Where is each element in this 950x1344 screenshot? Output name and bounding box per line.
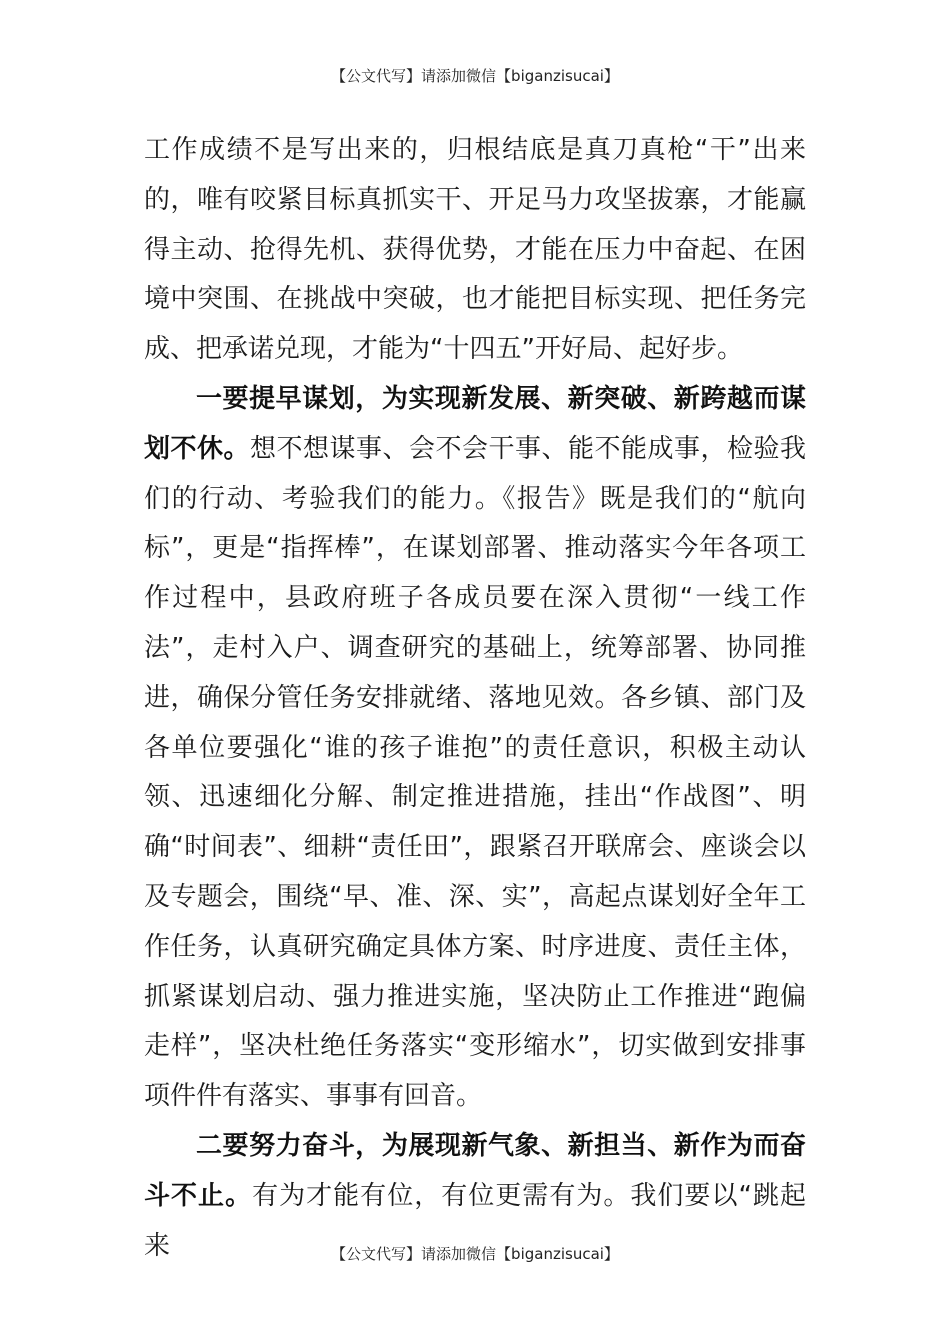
paragraph-intro-text: 工作成绩不是写出来的，归根结底是真刀真枪“干”出来的，唯有咬紧目标真抓实干、开足马力攻坚拔寨，才能赢得主动、抢得先机、获得优势，才能在压力中奋起、在困境中突围、在挑战中突破，也才能把目标实现、把任务完成、把承诺兑现，才能为“十四五”开好局、起好步。 — [144, 135, 806, 365]
paragraph-point-two-heading: 二要努力奋斗，为展现新气象、新担当、新作为而奋斗不止。 — [144, 1130, 806, 1211]
paragraph-point-one-text: 想不想谋事、会不会干事、能不能成事，检验我们的行动、考验我们的能力。《报告》既是我们的“航向标”，更是“指挥棒”，在谋划部署、推动落实今年各项工作过程中，县政府班子各成员要在深入贯彻“一线工作法”，走村入户、调查研究的基础上，统筹部署、协同推进，确保分管任务安排就绪、落地见效。各乡镇、部门及各单位要强化“谁的孩子谁抱”的责任意识，积极主动认领、迅速细化分解、制定推进措施，挂出“作战图”、明确“时间表”、细耕“责任田”，跟紧召开联席会、座谈会以及专题会，围绕“早、准、深、实”，高起点谋划好全年工作任务，认真研究确定具体方案、时序进度、责任主体，抓紧谋划启动、强力推进实施，坚决防止工作推进“跑偏走样”，坚决杜绝任务落实“变形缩水”，切实做到安排事项件件有落实、事事有回音。 — [144, 433, 806, 1112]
page-footer: 【公文代写】请添加微信【biganzisucai】 — [331, 1245, 619, 1263]
page-header: 【公文代写】请添加微信【biganzisucai】 — [331, 67, 619, 85]
paragraph-intro — [144, 126, 806, 375]
document-body — [144, 126, 806, 1271]
paragraph-point-two-text: 有为才能有位，有位更需有为。我们要以“跳起来 — [144, 1180, 806, 1261]
paragraph-point-one-heading: 一要提早谋划，为实现新发展、新突破、新跨越而谋划不休。 — [144, 383, 806, 464]
paragraph-point-one — [144, 375, 806, 1122]
